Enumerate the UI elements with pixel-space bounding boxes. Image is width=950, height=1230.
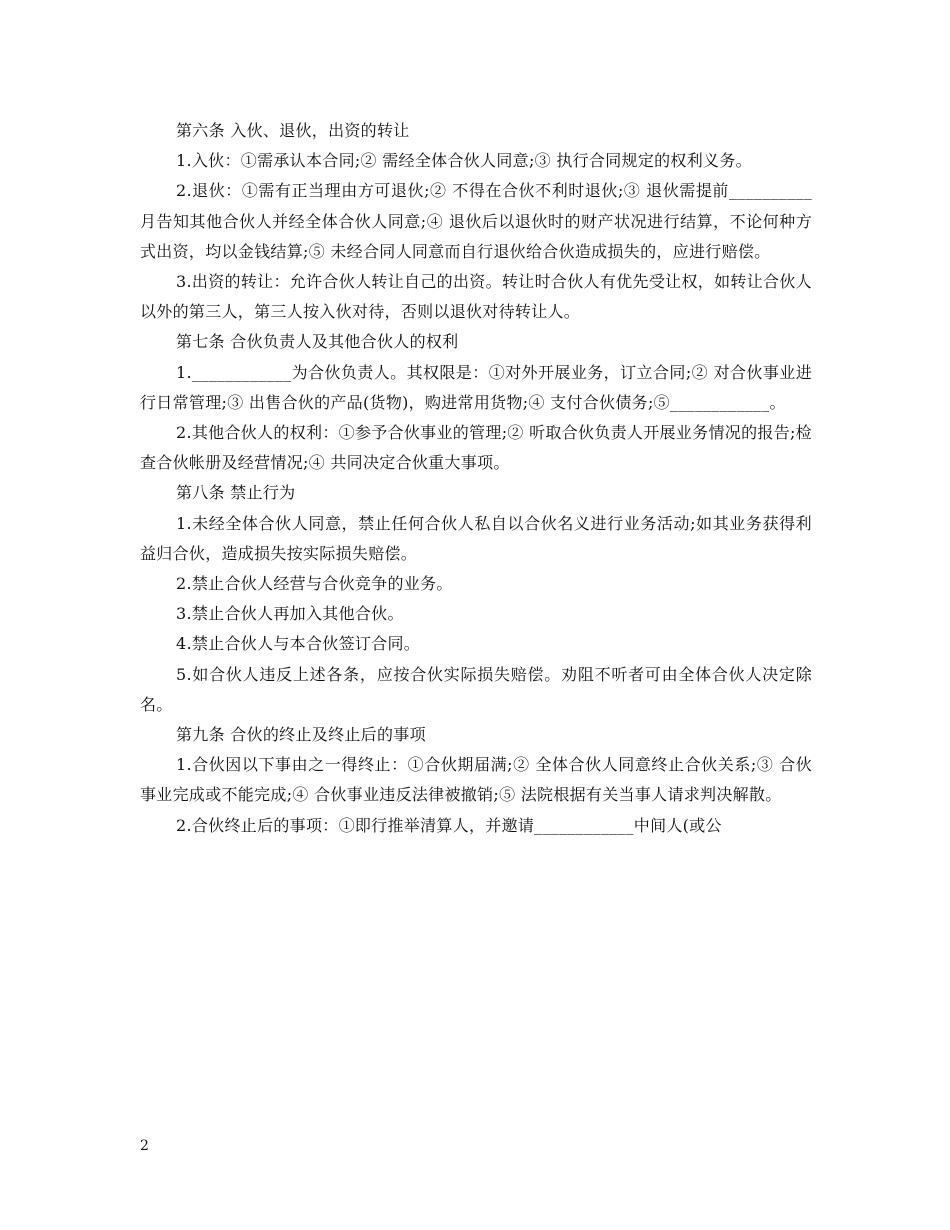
article-6-clause-1: 1.入伙：①需承认本合同;② 需经全体合伙人同意;③ 执行合同规定的权利义务。 xyxy=(176,151,752,171)
article-7-clause-2: 2.其他合伙人的权利：①参予合伙事业的管理;② 听取合伙负责人开展业务情况的报告;检查合伙帐册及经营情况;④ 共同决定合伙重大事项。 xyxy=(140,423,812,473)
article-6-heading: 第六条 入伙、退伙，出资的转让 xyxy=(176,121,410,140)
article-8-clause-4: 4.禁止合伙人与本合伙签订合同。 xyxy=(176,634,421,654)
article-7-clause-1: 1.____________为合伙负责人。其权限是：①对外开展业务，订立合同;② 对合伙事业进行日常管理;③ 出售合伙的产品(货物)，购进常用货物;④ 支付合伙债务;⑤____________。 xyxy=(140,362,812,412)
article-6-clause-2: 2.退伙：①需有正当理由方可退伙;② 不得在合伙不利时退伙;③ 退伙需提前__________月告知其他合伙人并经全体合伙人同意;④ 退伙后以退伙时的财产状况进行结算，不论何种方式出资，均以金钱结算;⑤ 未经合同人同意而自行退伙给合伙造成损失的，应进行赔偿。 xyxy=(140,181,812,261)
document-body xyxy=(140,116,812,841)
article-8-clause-1: 1.未经全体合伙人同意，禁止任何合伙人私自以合伙名义进行业务活动;如其业务获得利益归合伙，造成损失按实际损失赔偿。 xyxy=(140,513,812,563)
article-7-heading: 第七条 合伙负责人及其他合伙人的权利 xyxy=(176,332,459,352)
article-8-clause-5: 5.如合伙人违反上述各条，应按合伙实际损失赔偿。劝阻不听者可由全体合伙人决定除名。 xyxy=(140,664,812,714)
article-6-clause-3: 3.出资的转让：允许合伙人转让自己的出资。转让时合伙人有优先受让权，如转让合伙人以外的第三人，第三人按入伙对待，否则以退伙对待转让人。 xyxy=(140,272,812,322)
article-9-clause-2: 2.合伙终止后的事项：①即行推举清算人，并邀请____________中间人(或公 xyxy=(176,815,722,835)
article-9-heading: 第九条 合伙的终止及终止后的事项 xyxy=(176,725,426,745)
article-8-clause-2: 2.禁止合伙人经营与合伙竞争的业务。 xyxy=(176,574,453,594)
article-9-clause-1: 1.合伙因以下事由之一得终止：①合伙期届满;② 全体合伙人同意终止合伙关系;③ 合伙事业完成或不能完成;④ 合伙事业违反法律被撤销;⑤ 法院根据有关当事人请求判决解散。 xyxy=(140,755,812,805)
page-number: 2 xyxy=(140,1138,149,1154)
article-8-clause-3: 3.禁止合伙人再加入其他合伙。 xyxy=(176,604,404,624)
article-8-heading: 第八条 禁止行为 xyxy=(176,483,296,503)
